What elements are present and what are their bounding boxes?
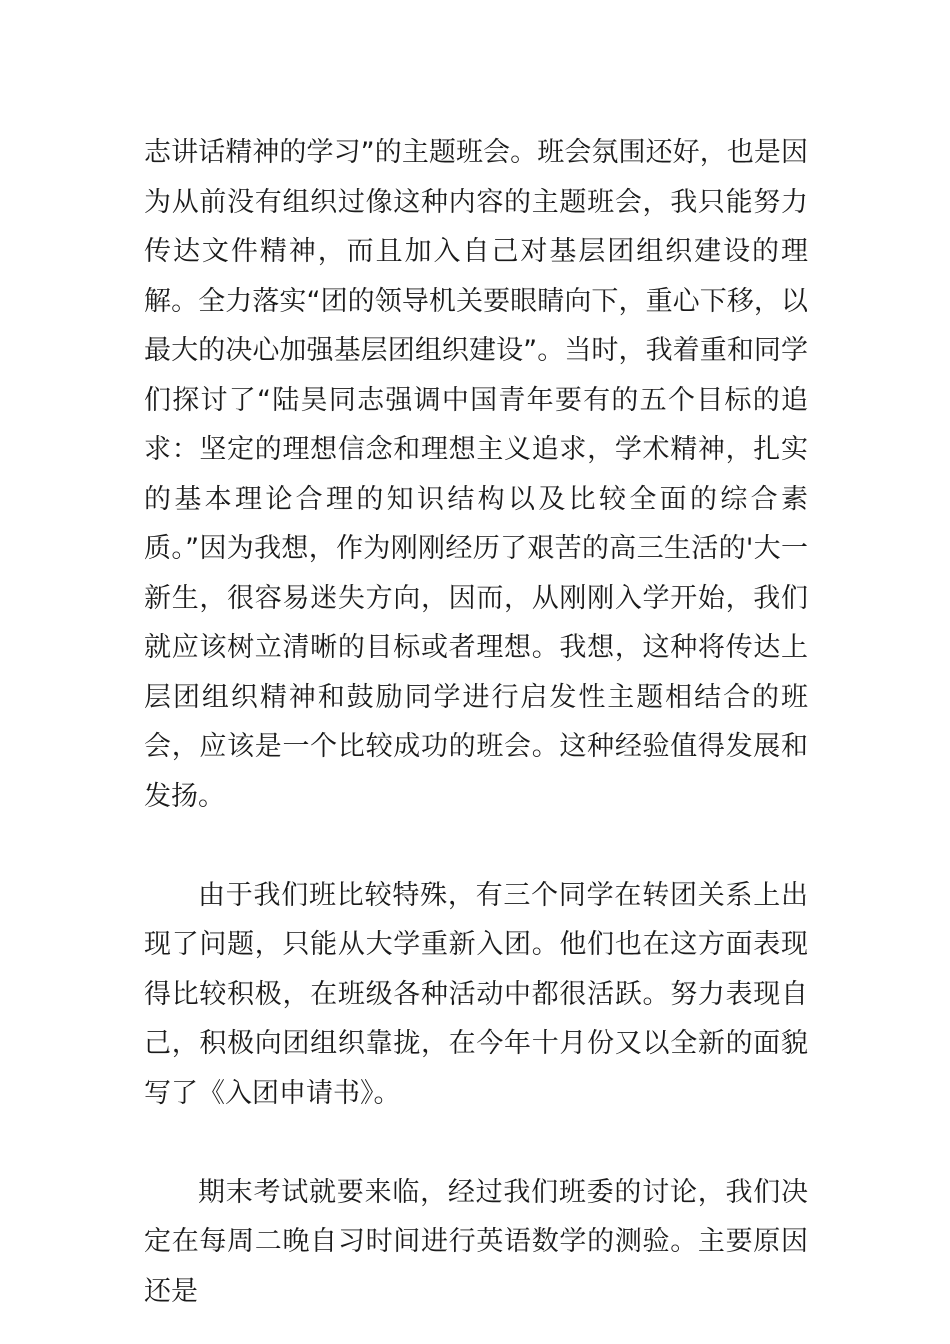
paragraph-3: 期末考试就要来临，经过我们班委的讨论，我们决定在每周二晚自习时间进行英语数学的测验。主要原因还是 [144, 1176, 808, 1307]
document-body [144, 128, 808, 1316]
paragraph-1: 志讲话精神的学习”的主题班会。班会氛围还好，也是因为从前没有组织过像这种内容的主题班会，我只能努力传达文件精神，而且加入自己对基层团组织建设的理解。全力落实“团的领导机关要眼睛向下，重心下移，以最大的决心加强基层团组织建设”。当时，我着重和同学们探讨了“陆昊同志强调中国青年要有的五个目标的追求：坚定的理想信念和理想主义追求，学术精神，扎实的基本理论合理的知识结构以及比较全面的综合素质。”因为我想，作为刚刚经历了艰苦的高三生活的'大一新生，很容易迷失方向，因而，从刚刚入学开始，我们就应该树立清晰的目标或者理想。我想，这种将传达上层团组织精神和鼓励同学进行启发性主题相结合的班会，应该是一个比较成功的班会。这种经验值得发展和发扬。 [144, 137, 808, 812]
paragraph-spacer [144, 821, 808, 871]
paragraph-2: 由于我们班比较特殊，有三个同学在转团关系上出现了问题，只能从大学重新入团。他们也在这方面表现得比较积极，在班级各种活动中都很活跃。努力表现自己，积极向团组织靠拢，在今年十月份又以全新的面貌写了《入团申请书》。 [144, 879, 808, 1109]
paragraph-spacer [144, 1118, 808, 1168]
